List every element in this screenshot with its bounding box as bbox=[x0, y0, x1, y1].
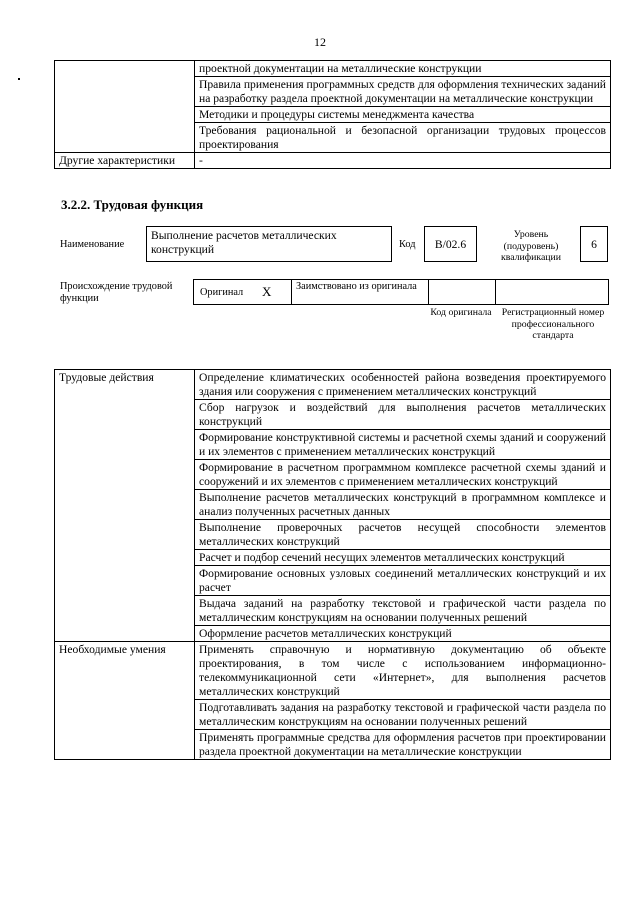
origin-label: Происхождение трудовой функции bbox=[60, 281, 173, 304]
table-cell: Расчет и подбор сечений несущих элементов металлических конструкций bbox=[195, 550, 611, 566]
code-value: B/02.6 bbox=[424, 226, 477, 262]
table-cell: Другие характеристики bbox=[55, 153, 195, 169]
table-cell: Формирование основных узловых соединений металлических конструкций и их расчет bbox=[195, 566, 611, 596]
table-cell: Определение климатических особенностей района возведения проектируемого здания или сооружения с применением металлических конструкций bbox=[195, 370, 611, 400]
table-cell: Формирование конструктивной системы и расчетной схемы зданий и сооружений и их элементов с применением металлических конструкций bbox=[195, 430, 611, 460]
name-value: Выполнение расчетов металлических конструкций bbox=[146, 226, 392, 262]
original-label: Оригинал bbox=[200, 287, 244, 298]
name-label: Наименование bbox=[60, 239, 125, 250]
top-table bbox=[54, 60, 611, 169]
table-cell: Выполнение проверочных расчетов несущей способности элементов металлических конструкций bbox=[195, 520, 611, 550]
reg-caption: Регистрационный номер профессионального стандарта bbox=[501, 307, 605, 341]
table-cell: Выполнение расчетов металлических конструкций в программном комплексе и анализ полученных расчетных данных bbox=[195, 490, 611, 520]
table-cell: Оформление расчетов металлических конструкций bbox=[195, 626, 611, 642]
borrowed-label: Заимствовано из оригинала bbox=[296, 281, 417, 292]
table-cell: Правила применения программных средств для оформления технических заданий на разработку раздела проектной документации на металлические конструкции bbox=[195, 77, 611, 107]
page-number: 12 bbox=[314, 35, 326, 49]
table-cell: Применять программные средства для оформления расчетов при проектировании раздела проектной документации на металлические конструкции bbox=[195, 730, 611, 760]
group-label: Трудовые действия bbox=[55, 370, 195, 642]
code-caption: Код оригинала bbox=[430, 307, 492, 318]
table-cell: Формирование в расчетном программном комплексе расчетной схемы зданий и сооружений и их элементов с применением металлических конструкций bbox=[195, 460, 611, 490]
table-cell: Сбор нагрузок и воздействий для выполнения расчетов металлических конструкций bbox=[195, 400, 611, 430]
table-row bbox=[55, 642, 611, 700]
table-row bbox=[55, 61, 611, 77]
table-cell: Выдача заданий на разработку текстовой и графической части раздела по металлическим конструкциям на основании полученных решений bbox=[195, 596, 611, 626]
main-table bbox=[54, 369, 611, 760]
level-value: 6 bbox=[580, 226, 608, 262]
table-cell: Требования рациональной и безопасной организации трудовых процессов проектирования bbox=[195, 123, 611, 153]
code-label: Код bbox=[399, 239, 416, 250]
level-label: Уровень (подуровень) квалификации bbox=[500, 229, 562, 263]
section-heading: 3.2.2. Трудовая функция bbox=[61, 197, 204, 212]
table-row bbox=[55, 370, 611, 400]
table-cell: Методики и процедуры системы менеджмента качества bbox=[195, 107, 611, 123]
table-row bbox=[55, 153, 611, 169]
table-cell: - bbox=[195, 153, 611, 169]
scan-mark bbox=[18, 78, 20, 80]
table-cell: Подготавливать задания на разработку текстовой и графической части раздела по металлическим конструкциям на основании полученных решений bbox=[195, 700, 611, 730]
table-cell: Применять справочную и нормативную документацию об объекте проектирования, в том числе с использованием информационно-телекоммуникационной сети «Интернет», для выполнения расчетов металлических конструкций bbox=[195, 642, 611, 700]
table-cell: проектной документации на металлические конструкции bbox=[195, 61, 611, 77]
original-mark: X bbox=[262, 284, 272, 299]
group-label: Необходимые умения bbox=[55, 642, 195, 760]
table-cell-left bbox=[55, 61, 195, 153]
